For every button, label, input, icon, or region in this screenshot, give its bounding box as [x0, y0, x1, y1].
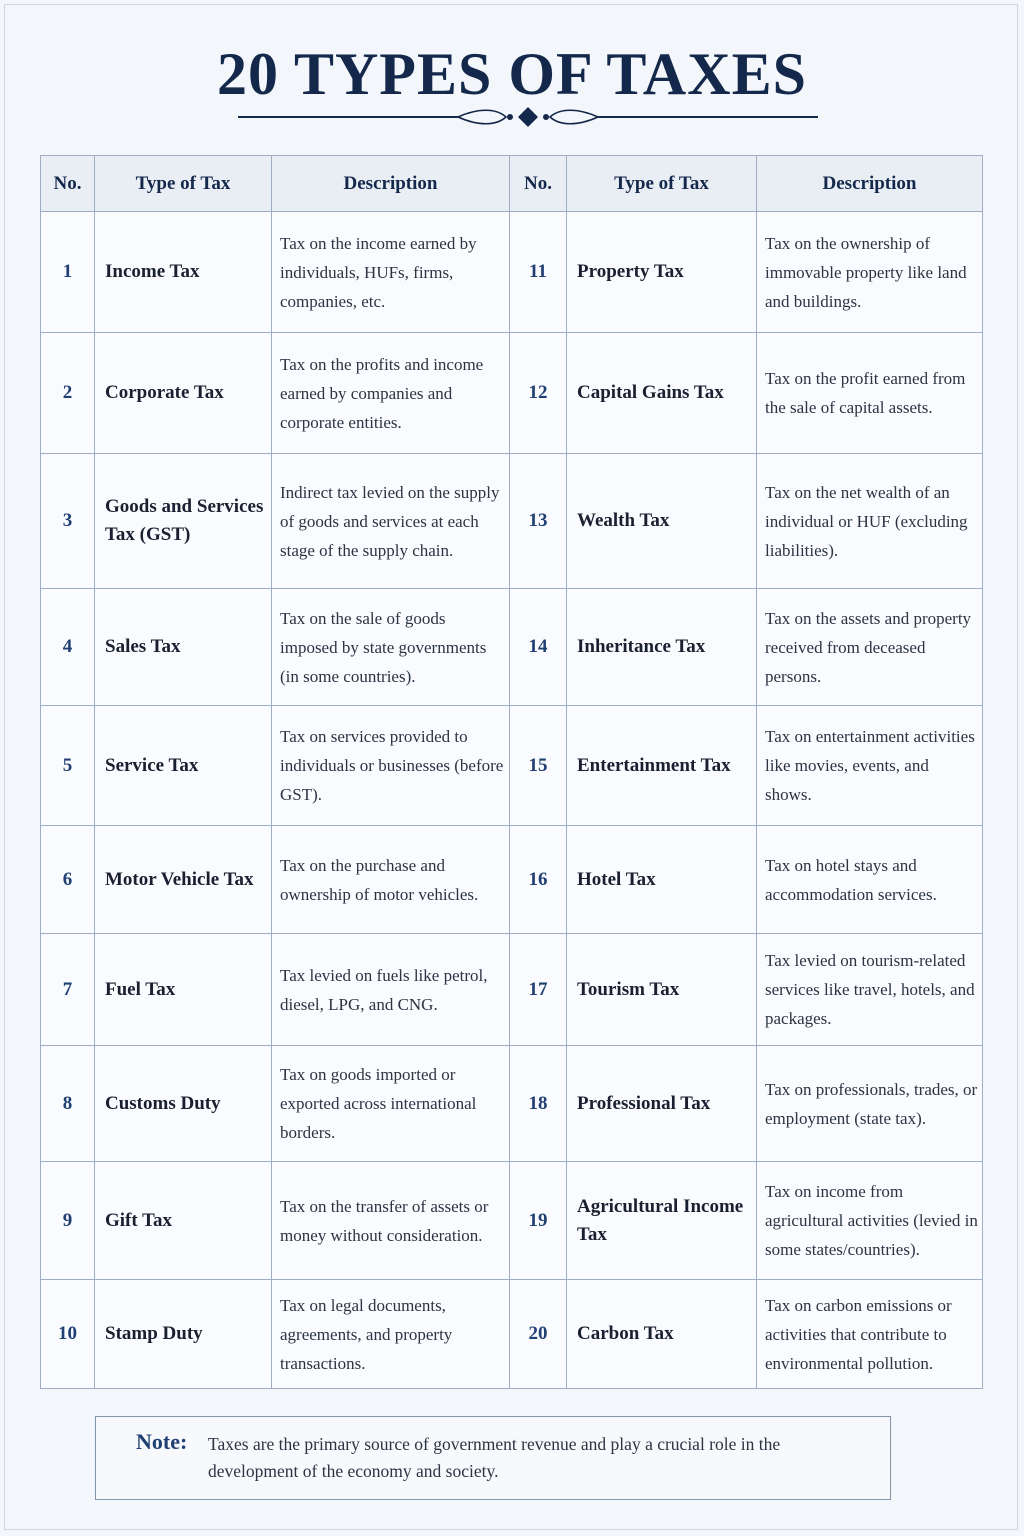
tax-name: Professional Tax: [567, 1046, 757, 1162]
tax-number: 8: [41, 1046, 95, 1162]
tax-number: 6: [41, 826, 95, 934]
tax-number: 2: [41, 333, 95, 454]
tax-name: Entertainment Tax: [567, 706, 757, 826]
tax-name: Carbon Tax: [567, 1280, 757, 1389]
page-title: 20 TYPES OF TAXES: [217, 41, 807, 107]
tax-name: Corporate Tax: [95, 333, 272, 454]
tax-name: Capital Gains Tax: [567, 333, 757, 454]
tax-name: Stamp Duty: [95, 1280, 272, 1389]
tax-description: Tax on the assets and property received from deceased persons.: [757, 589, 983, 706]
tax-name: Customs Duty: [95, 1046, 272, 1162]
tax-description: Tax on carbon emissions or activities that contribute to environmental pollution.: [757, 1280, 983, 1389]
tax-number: 11: [510, 212, 567, 333]
tax-description: Tax on goods imported or exported across international borders.: [272, 1046, 510, 1162]
table-row: [41, 333, 983, 454]
tax-name: Fuel Tax: [95, 934, 272, 1046]
taxes-table: [40, 155, 983, 1389]
tax-name: Service Tax: [95, 706, 272, 826]
tax-name: Goods and Services Tax (GST): [95, 454, 272, 589]
tax-name: Motor Vehicle Tax: [95, 826, 272, 934]
table-row: [41, 934, 983, 1046]
tax-description: Tax levied on fuels like petrol, diesel, LPG, and CNG.: [272, 934, 510, 1046]
tax-name: Property Tax: [567, 212, 757, 333]
tax-number: 3: [41, 454, 95, 589]
header-type: Type of Tax: [95, 156, 272, 212]
header-description: Description: [272, 156, 510, 212]
tax-number: 5: [41, 706, 95, 826]
title-ornament: [238, 104, 818, 130]
tax-number: 14: [510, 589, 567, 706]
tax-number: 1: [41, 212, 95, 333]
tax-number: 20: [510, 1280, 567, 1389]
note-text: Taxes are the primary source of government revenue and play a crucial role in the development of the economy and society.: [208, 1434, 781, 1481]
header-no: No.: [510, 156, 567, 212]
tax-name: Income Tax: [95, 212, 272, 333]
tax-number: 16: [510, 826, 567, 934]
tax-number: 10: [41, 1280, 95, 1389]
header-type: Type of Tax: [567, 156, 757, 212]
tax-description: Tax on the profits and income earned by companies and corporate entities.: [272, 333, 510, 454]
header-description: Description: [757, 156, 983, 212]
tax-description: Tax on the purchase and ownership of motor vehicles.: [272, 826, 510, 934]
tax-description: Tax on the net wealth of an individual or HUF (excluding liabilities).: [757, 454, 983, 589]
header-no: No.: [41, 156, 95, 212]
tax-name: Tourism Tax: [567, 934, 757, 1046]
tax-name: Inheritance Tax: [567, 589, 757, 706]
tax-description: Tax levied on tourism-related services like travel, hotels, and packages.: [757, 934, 983, 1046]
table-header-row: [41, 156, 983, 212]
tax-description: Tax on entertainment activities like movies, events, and shows.: [757, 706, 983, 826]
note-box: [95, 1416, 891, 1500]
tax-number: 18: [510, 1046, 567, 1162]
table-row: [41, 212, 983, 333]
table-row: [41, 826, 983, 934]
tax-description: Tax on the sale of goods imposed by state governments (in some countries).: [272, 589, 510, 706]
tax-description: Tax on the ownership of immovable property like land and buildings.: [757, 212, 983, 333]
tax-number: 17: [510, 934, 567, 1046]
tax-description: Indirect tax levied on the supply of goods and services at each stage of the supply chain.: [272, 454, 510, 589]
table-row: [41, 1162, 983, 1280]
tax-name: Sales Tax: [95, 589, 272, 706]
tax-description: Tax on hotel stays and accommodation services.: [757, 826, 983, 934]
tax-description: Tax on income from agricultural activities (levied in some states/countries).: [757, 1162, 983, 1280]
table-row: [41, 706, 983, 826]
tax-description: Tax on legal documents, agreements, and property transactions.: [272, 1280, 510, 1389]
table-row: [41, 454, 983, 589]
tax-number: 12: [510, 333, 567, 454]
tax-description: Tax on the income earned by individuals, HUFs, firms, companies, etc.: [272, 212, 510, 333]
tax-number: 4: [41, 589, 95, 706]
tax-number: 7: [41, 934, 95, 1046]
tax-description: Tax on the profit earned from the sale of capital assets.: [757, 333, 983, 454]
tax-name: Agricultural Income Tax: [567, 1162, 757, 1280]
tax-description: Tax on services provided to individuals or businesses (before GST).: [272, 706, 510, 826]
table-row: [41, 589, 983, 706]
tax-number: 15: [510, 706, 567, 826]
tax-name: Wealth Tax: [567, 454, 757, 589]
note-label: Note:: [136, 1429, 188, 1454]
tax-number: 19: [510, 1162, 567, 1280]
tax-description: Tax on the transfer of assets or money without consideration.: [272, 1162, 510, 1280]
tax-number: 13: [510, 454, 567, 589]
table-row: [41, 1046, 983, 1162]
tax-number: 9: [41, 1162, 95, 1280]
tax-description: Tax on professionals, trades, or employment (state tax).: [757, 1046, 983, 1162]
tax-name: Gift Tax: [95, 1162, 272, 1280]
tax-name: Hotel Tax: [567, 826, 757, 934]
table-row: [41, 1280, 983, 1389]
